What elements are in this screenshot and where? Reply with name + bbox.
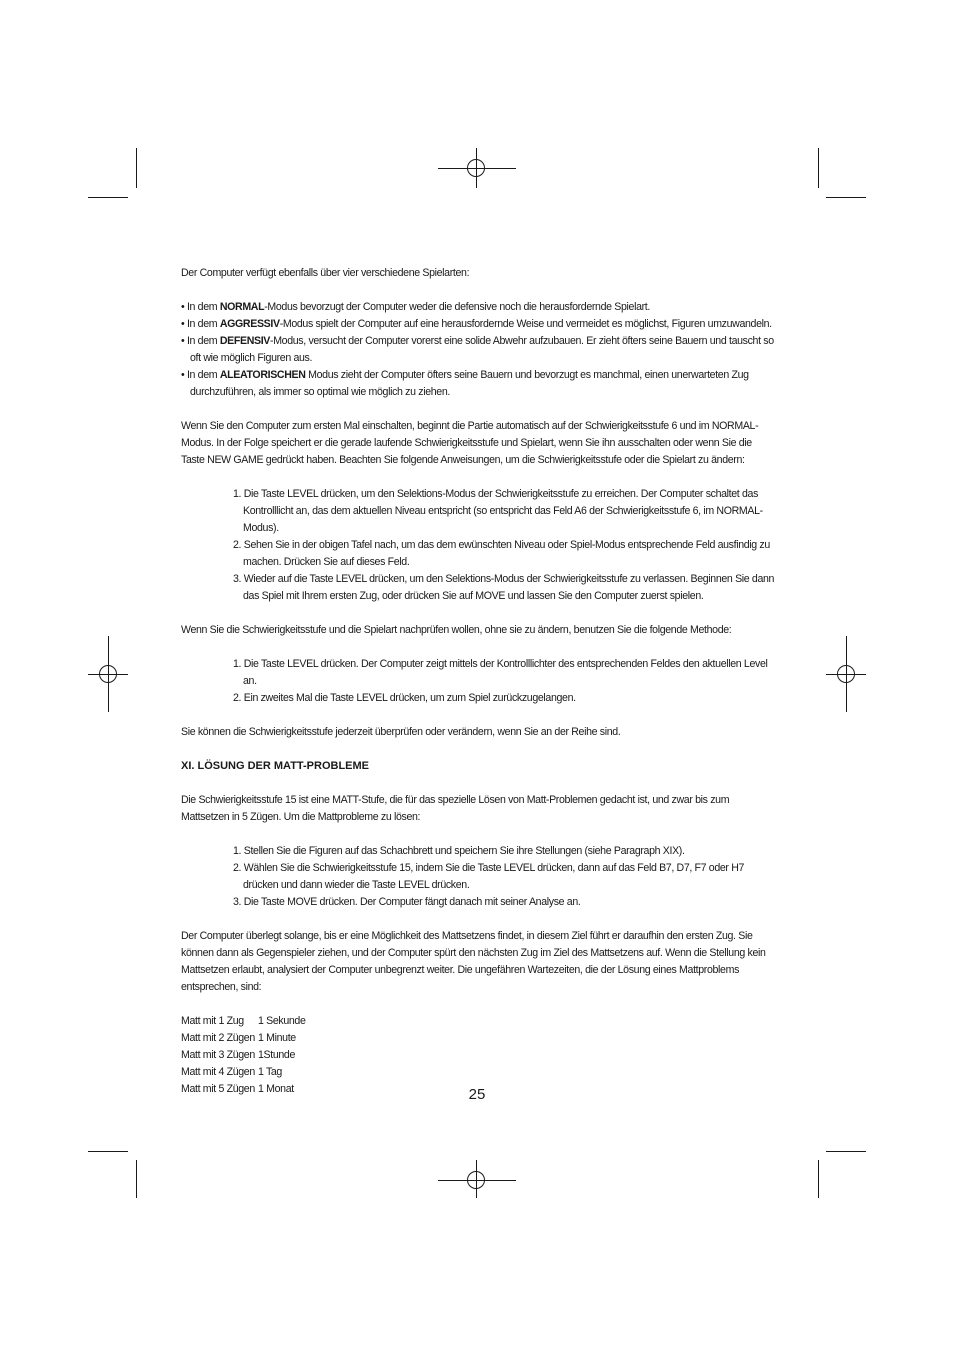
registration-mark-right-circle xyxy=(837,665,855,683)
mode-text: -Modus spielt der Computer auf eine herausfordernde Weise und vermeidet es möglichst, Figuren umzuwandeln. xyxy=(279,318,772,330)
matt-label: Matt mit 2 Zügen xyxy=(181,1032,255,1044)
anytime-paragraph: Sie können die Schwierigkeitsstufe jederzeit überprüfen oder verändern, wenn Sie an der Reihe sind. xyxy=(181,726,621,738)
list-item: 1. Die Taste LEVEL drücken. Der Computer zeigt mittels der Kontrolllichter des entsprechenden Feldes den aktuellen Level an. xyxy=(233,658,768,687)
page-content xyxy=(181,265,776,1098)
mode-item-normal xyxy=(181,299,776,316)
mode-prefix: • In dem xyxy=(181,369,220,381)
mode-prefix: • In dem xyxy=(181,335,220,347)
change-steps-list xyxy=(181,486,776,605)
matt-label: Matt mit 3 Zügen xyxy=(181,1049,255,1061)
mode-item-aggressiv xyxy=(181,316,776,333)
registration-mark-bottom-circle xyxy=(467,1171,485,1189)
page-number: 25 xyxy=(468,1086,486,1103)
mode-text: Modus zieht der Computer öfters seine Bauern und bevorzugt es manchmal, einen unerwarteten Zug durchzuführen, als immer so optimal wie möglich zu ziehen. xyxy=(190,369,749,398)
list-item: 1. Stellen Sie die Figuren auf das Schachbrett und speichern Sie ihre Stellungen (siehe Paragraph XIX). xyxy=(233,845,685,857)
table-row xyxy=(181,1047,776,1064)
matt-paragraph: Die Schwierigkeitsstufe 15 ist eine MATT-Stufe, die für das spezielle Lösen von Matt-Problemen gedacht ist, und zwar bis zum Mattsetzen in 5 Zügen. Um die Mattprobleme zu lösen: xyxy=(181,794,730,823)
table-row xyxy=(181,1064,776,1081)
check-steps-list xyxy=(181,656,776,707)
mode-text: -Modus, versucht der Computer vorerst eine solide Abwehr aufzubauen. Er zieht öfters seine Bauern und tauscht so oft wie möglich Figuren aus. xyxy=(190,335,774,364)
list-item: 2. Wählen Sie die Schwierigkeitsstufe 15, indem Sie die Taste LEVEL drücken, dann auf das Feld B7, D7, F7 oder H7 drücken und dann wieder die Taste LEVEL drücken. xyxy=(233,862,745,891)
matt-steps-list xyxy=(181,843,776,911)
matt-time: 1 Minute xyxy=(258,1032,296,1044)
matt-time: 1Stunde xyxy=(258,1049,296,1061)
list-item: 3. Die Taste MOVE drücken. Der Computer fängt danach mit seiner Analyse an. xyxy=(233,896,581,908)
table-row xyxy=(181,1030,776,1047)
mode-name: AGGRESSIV xyxy=(219,318,280,330)
mode-item-defensiv xyxy=(181,333,776,367)
list-item: 1. Die Taste LEVEL drücken, um den Selektions-Modus der Schwierigkeitsstufe zu erreichen. Der Computer schaltet das Kontrolllicht an, das dem aktuellen Niveau entspricht (so entspricht das Feld A6 der Schwierigkeitsstufe 6, im NORMAL-Modus). xyxy=(233,488,763,534)
table-row xyxy=(181,1013,776,1030)
crop-mark-top-right-horizontal xyxy=(826,197,866,198)
start-paragraph: Wenn Sie den Computer zum ersten Mal einschalten, beginnt die Partie automatisch auf der Schwierigkeitsstufe 6 und im NORMAL-Modus. In der Folge speichert er die gerade laufende Schwierigkeitsstufe und Spielart, wenn Sie ihn ausschalten oder wenn Sie die Taste NEW GAME gedrückt haben. Beachten Sie folgende Anweisungen, um die Schwierigkeitsstufe oder die Spielart zu ändern: xyxy=(181,420,759,466)
crop-mark-top-right-vertical xyxy=(818,148,819,188)
mode-text: -Modus bevorzugt der Computer weder die defensive noch die herausfordernde Spielart. xyxy=(264,301,650,313)
intro-text: Der Computer verfügt ebenfalls über vier verschiedene Spielarten: xyxy=(181,267,470,279)
matt-time: 1 Monat xyxy=(258,1083,294,1095)
mode-name: ALEATORISCHEN xyxy=(219,369,306,381)
registration-mark-left-circle xyxy=(99,665,117,683)
matt-label: Matt mit 1 Zug xyxy=(181,1015,244,1027)
matt-time: 1 Sekunde xyxy=(258,1015,306,1027)
mode-prefix: • In dem xyxy=(181,318,220,330)
modes-list xyxy=(181,299,776,401)
matt-label: Matt mit 5 Zügen xyxy=(181,1083,255,1095)
mode-name: NORMAL xyxy=(219,301,265,313)
check-paragraph: Wenn Sie die Schwierigkeitsstufe und die Spielart nachprüfen wollen, ohne sie zu ändern, benutzen Sie die folgende Methode: xyxy=(181,624,732,636)
matt-time: 1 Tag xyxy=(258,1066,282,1078)
mode-prefix: • In dem xyxy=(181,301,220,313)
crop-mark-bottom-right-horizontal xyxy=(826,1151,866,1152)
mode-item-aleatorischen xyxy=(181,367,776,401)
list-item: 2. Ein zweites Mal die Taste LEVEL drücken, um zum Spiel zurückzugelangen. xyxy=(233,692,576,704)
crop-mark-bottom-left-vertical xyxy=(136,1160,137,1198)
section-heading: XI. LÖSUNG DER MATT-PROBLEME xyxy=(181,760,370,772)
registration-mark-top-circle xyxy=(467,159,485,177)
mode-name: DEFENSIV xyxy=(219,335,271,347)
list-item: 3. Wieder auf die Taste LEVEL drücken, um den Selektions-Modus der Schwierigkeitsstufe zu verlassen. Beginnen Sie dann das Spiel mit Ihrem ersten Zug, oder drücken Sie auf MOVE und lassen Sie den Computer zuerst spielen. xyxy=(233,573,775,602)
list-item: 2. Sehen Sie in der obigen Tafel nach, um das dem ewünschten Niveau oder Spiel-Modus entsprechende Feld ausfindig zu machen. Drücken Sie auf dieses Feld. xyxy=(233,539,770,568)
crop-mark-bottom-right-vertical xyxy=(818,1160,819,1198)
crop-mark-top-left-vertical xyxy=(136,148,137,188)
crop-mark-top-left-horizontal xyxy=(88,197,128,198)
matt-label: Matt mit 4 Zügen xyxy=(181,1066,255,1078)
think-paragraph: Der Computer überlegt solange, bis er eine Möglichkeit des Mattsetzens findet, in diesem Ziel führt er daraufhin den ersten Zug. Sie können dann als Gegenspieler ziehen, und der Computer spürt den nächsten Zug im Ziel des Mattsetzens auf. Wenn die Stellung kein Mattsetzen erlaubt, analysiert der Computer unbegrenzt weiter. Die ungefähren Wartezeiten, die der Lösung eines Mattproblems entsprechen, sind: xyxy=(181,930,766,993)
crop-mark-bottom-left-horizontal xyxy=(88,1151,128,1152)
